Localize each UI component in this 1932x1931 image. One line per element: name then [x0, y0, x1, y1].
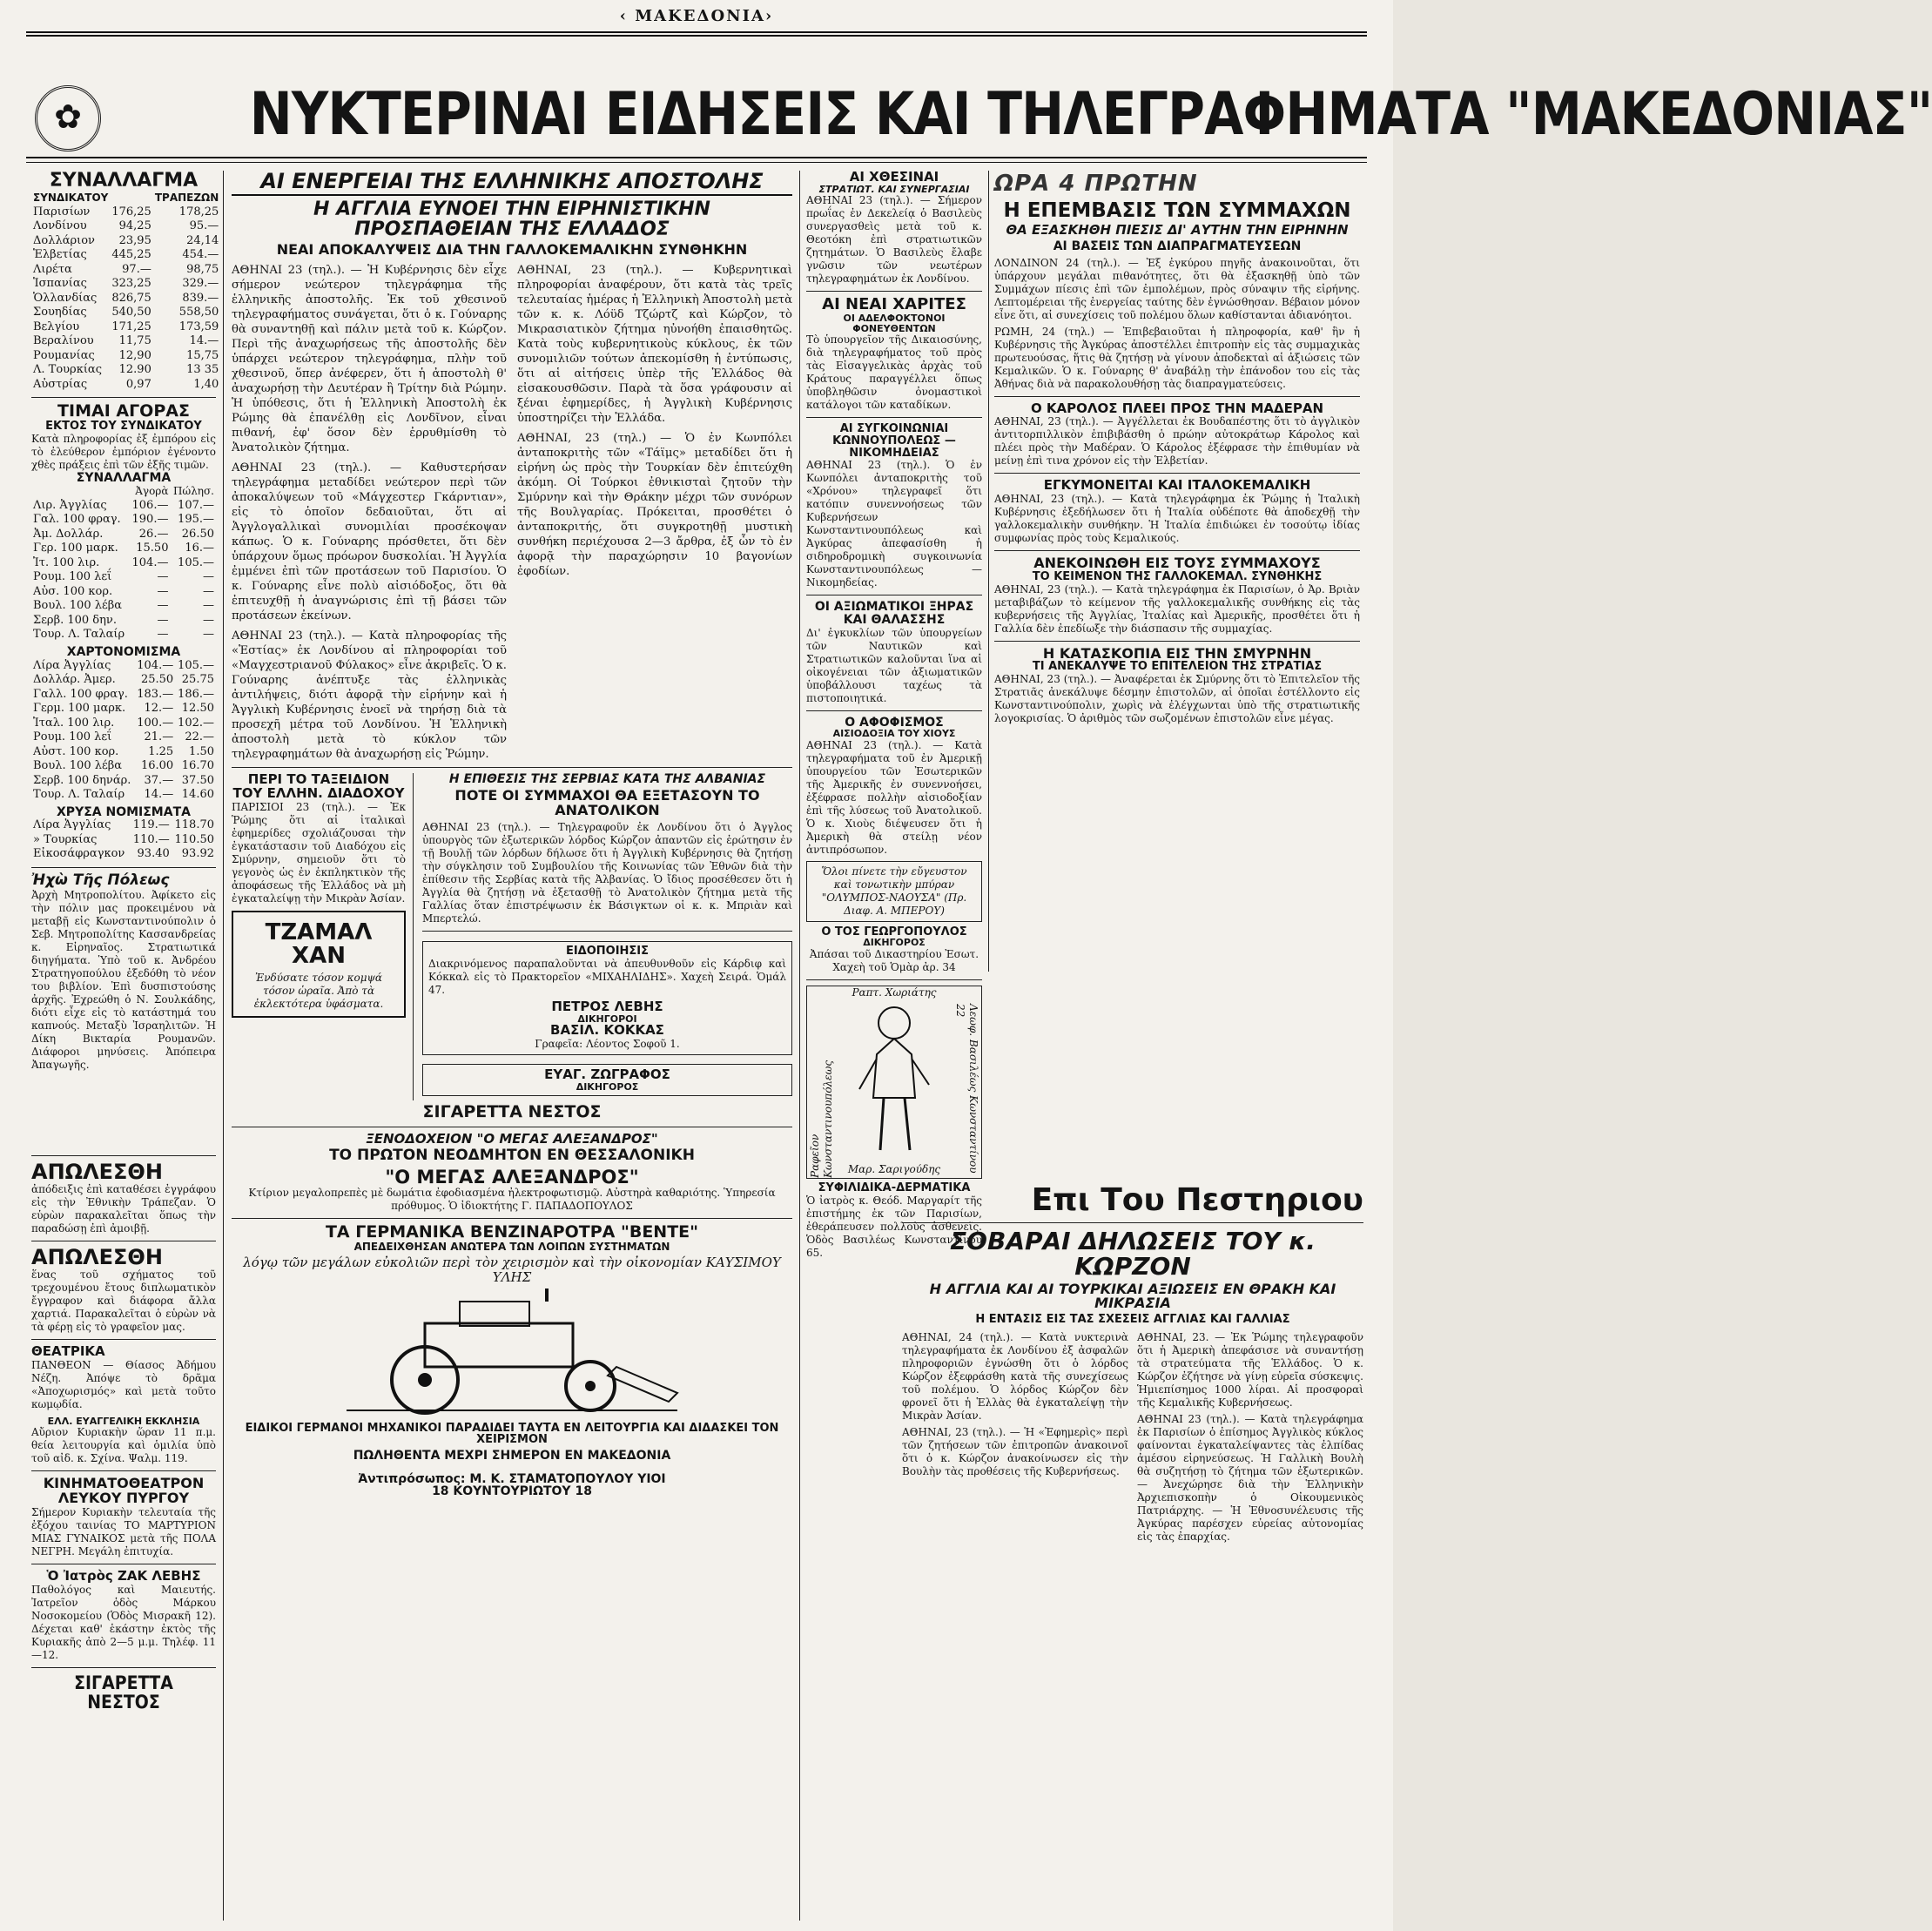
latest-headline: Η ΕΠΕΜΒΑΣΙΣ ΤΩΝ ΣΥΜΜΑΧΩΝ [1003, 199, 1351, 222]
table-row [31, 542, 216, 556]
table-cell: 183.— [137, 687, 174, 701]
major-text: ΑΘΗΝΑΙ, 23 (τηλ.). — Ἡ «Ἐφημερὶς» περὶ τῶν ζητήσεων τῶν ἐπιτροπῶν ἀνακοινοῖ ὅτι ὁ κ. Κώρζον ἀνακοίνωσεν εἰς τὴν Βουλὴν τὰς προθέσεις τῆς Κυβερνήσεως. [902, 1425, 1128, 1477]
table-cell: Εἰκοσάφραγκον [33, 847, 125, 861]
paper-title: ΧΑΡΤΟΝΟΜΙΣΜΑ [66, 644, 181, 659]
table-cell: 13 35 [186, 363, 219, 377]
table-cell: — [157, 570, 169, 584]
table-row [31, 277, 220, 292]
table-cell: 25.50 [140, 673, 174, 687]
table-cell: Βουλ. 100 λέβα [33, 599, 123, 613]
table-row [31, 628, 216, 643]
lawyer-box [422, 1064, 792, 1096]
table-row [31, 234, 220, 249]
bente-text: ΕΙΔΙΚΟΙ ΓΕΡΜΑΝΟΙ ΜΗΧΑΝΙΚΟΙ ΠΑΡΑΔΙΔΕΙ ΤΑΥΤΑ ΕΝ ΛΕΙΤΟΥΡΓΙΑ ΚΑΙ ΔΙΔΑΣΚΕΙ ΤΟΝ ΧΕΙΡΙΣΜΟΝ [245, 1421, 779, 1447]
table-cell: 102.— [178, 716, 214, 730]
table-cell: 558,50 [178, 306, 219, 320]
table-cell: 826,75 [111, 291, 151, 305]
table-cell: Λ. Τουρκίας [33, 363, 102, 377]
lawyer-address: Γραφεῖα: Λέοντος Σοφοῦ 1. [535, 1038, 680, 1051]
table-cell: Δολλάριον [33, 233, 95, 247]
table-cell: 22.— [185, 730, 214, 744]
table-cell: 15,75 [186, 348, 219, 362]
lawyer-name: ΠΕΤΡΟΣ ΛΕΒΗΣ [551, 999, 663, 1015]
market-title: ΤΙΜΑΙ ΑΓΟΡΑΣ [57, 401, 190, 421]
table-cell: Ἱσπανίας [33, 277, 87, 291]
table-cell: 97.— [122, 262, 151, 276]
table-cell: 171,25 [111, 320, 151, 333]
table-row [31, 499, 216, 514]
doctor-title: Ὁ Ἰατρὸς ΖΑΚ ΛΕΒΗΣ [46, 1567, 201, 1584]
table-row [31, 306, 220, 320]
table-row [31, 320, 220, 335]
table-cell: — [157, 613, 169, 627]
table-cell: 98,75 [186, 262, 219, 276]
brief-text: ΑΘΗΝΑΙ 23 (τηλ.). — Σήμερον πρωΐας ἐν Δεκελείᾳ ὁ Βασιλεὺς συνεργασθεὶς μετὰ τοῦ κ. Θεοτόκη ἐπὶ στρατιωτικῶν ζητημάτων. Ὁ Βασιλεὺς ἔλαβε γνῶσιν τῶν νεωτέρων τηλεγραφημάτων ἐκ Λονδίνου. [806, 194, 982, 286]
article-para: ΑΘΗΝΑΙ 23 (τηλ.). — Ἡ Κυβέρνησις δὲν εἶχε σήμερον νεώτερον τηλεγράφημα τῆς ἑλληνικῆς ἀποστολῆς. Ἐκ τοῦ χθεσινοῦ τηλεγραφήματος συνάγεται, ὅτι ὁ κ. Γούναρης θὰ συναντηθῇ καὶ πάλιν μετὰ τοῦ κ. Κώρζον. Περὶ τῆς ἀναχωρήσεως τῆς ἀποστολῆς δὲν ὑπάρχει νεώτερον τηλεγράφημα, πλὴν τοῦ χθεσινοῦ, ὅπερ ἀνέφερεν, ὅτι ἡ ἀποστολὴ θ' ἀναχωρήσῃ τὴν Δευτέραν ἢ Τρίτην διὰ Ρώμην. Ἡ ὑπόθεσις, ὅτι ἡ Ἑλληνικὴ Ἀποστολὴ ἐκ Ρώμης θὰ ἐπανέλθῃ εἰς Λονδῖνον, εἶναι πιθανή, ἐφ' ὅσον δὲν ἐρρυθμίσθη τὸ Ἀνατολικὸν ζήτημα. [232, 264, 507, 455]
derm-head: ΣΥΦΙΛΙΔΙΚΑ-ΔΕΡΜΑΤΙΚΑ [818, 1181, 971, 1194]
bente-agent: Ἀντιπρόσωπος: Μ. Κ. ΣΤΑΜΑΤΟΠΟΥΛΟΥ ΥΙΟΙ [358, 1471, 666, 1486]
table-cell: 186.— [178, 687, 214, 701]
table-cell: 190.— [131, 513, 169, 527]
hotel-text: Κτίριον μεγαλοπρεπὲς μὲ δωμάτια ἐφοδιασμένα ἠλεκτροφωτισμῷ. Αὐστηρὰ καθαριότης. Ὑπηρεσία πρόθυμος. Ὁ ἰδιοκτήτης Γ. ΠΑΠΑΔΟΠΟΥΛΟΣ [248, 1187, 776, 1213]
table-cell: Τουρ. Λ. Ταλαίρ [33, 788, 125, 802]
serbia-head: ΠΟΤΕ ΟΙ ΣΥΜΜΑΧΟΙ ΘΑ ΕΞΕΤΑΣΟΥΝ ΤΟ ΑΝΑΤΟΛΙΚΟΝ [454, 786, 760, 818]
lawyer-ad-text: Ἀπάσαι τοῦ Δικαστηρίου Ἐσωτ. Χαχεὴ τοῦ Ὁμὰρ ἀρ. 34 [809, 948, 979, 973]
table-header [31, 484, 216, 499]
lost-ad-title: ΑΠΩΛΕΣΘΗ [31, 1244, 163, 1269]
table-cell: 26.— [138, 527, 169, 541]
notice-title: ΕΙΔΟΠΟΙΗΣΙΣ [565, 945, 650, 959]
column-divider [223, 171, 224, 1921]
table-cell: 12.— [144, 702, 174, 716]
table-cell: Σερβ. 100 δηνάρ. [33, 773, 131, 787]
latest-sub2: ΑΙ ΒΑΣΕΙΣ ΤΩΝ ΔΙΑΠΡΑΓΜΑΤΕΥΣΕΩΝ [1053, 239, 1302, 253]
table-cell: Τουρ. Λ. Ταλαίρ [33, 628, 125, 642]
church-title: ΕΛΛ. ΕΥΑΓΓΕΛΙΚΗ ΕΚΚΛΗΣΙΑ [47, 1415, 200, 1427]
table-cell: 16.70 [181, 759, 214, 773]
major-head: ΣΟΒΑΡΑΙ ΔΗΛΩΣΕΙΣ ΤΟΥ κ. ΚΩΡΖΟΝ [950, 1226, 1316, 1282]
table-cell: Δολλάρ. Ἀμερ. [33, 673, 116, 687]
table-cell: 16.— [185, 542, 214, 555]
exchange-table [31, 191, 220, 392]
spy-head: Η ΚΑΤΑΣΚΟΠΙΑ ΕΙΣ ΤΗΝ ΣΜΥΡΝΗΝ [1042, 644, 1312, 662]
hotel-name: "Ο ΜΕΓΑΣ ΑΛΕΞΑΝΔΡΟΣ" [385, 1166, 639, 1188]
table-cell: 540,50 [111, 306, 151, 320]
table-cell: Βελγίου [33, 320, 80, 333]
table-cell: — [203, 570, 214, 584]
notice-box [422, 941, 792, 1055]
table-cell: 118.70 [174, 818, 214, 832]
table-row [31, 513, 216, 528]
travel-text: ΠΑΡΙΣΙΟΙ 23 (τηλ.). — Ἐκ Ῥώμης ὅτι αἱ ἰταλικαὶ ἐφημερίδες σχολιάζουσαι τὴν ἐγκατάστασιν τοῦ Διαδόχου εἰς Σμύρνην, σημειοῦν ὅτι τὸ γεγονὸς ὡς ἐν ἐκπληκτικὸν τῆς ἀποφάσεως τῆς Ἑλλάδος νὰ μὴ ἐγκαταλείψῃ τὴν Μικρὰν Ἀσίαν. [232, 800, 406, 905]
masthead-rule [26, 35, 1367, 37]
table-cell: 0,97 [125, 377, 151, 391]
table-cell: 195.— [178, 513, 214, 527]
major-sub2: Η ΕΝΤΑΣΙΣ ΕΙΣ ΤΑΣ ΣΧΕΣΕΙΣ ΑΓΓΛΙΑΣ ΚΑΙ ΓΑΛΛΙΑΣ [975, 1313, 1290, 1327]
table-cell: 454.— [182, 248, 219, 262]
serbia-kicker: Η ΕΠΙΘΕΣΙΣ ΤΗΣ ΣΕΡΒΙΑΣ ΚΑΤΑ ΤΗΣ ΑΛΒΑΝΙΑΣ [448, 772, 766, 787]
header-cell: ΤΡΑΠΕΖΩΝ [154, 192, 219, 205]
table-cell: Ἰτ. 100 λιρ. [33, 555, 100, 569]
table-cell: 173,59 [178, 320, 219, 333]
table-row [31, 334, 220, 349]
brief-kicker: ΣΤΡΑΤΙΩΤ. ΚΑΙ ΣΥΝΕΡΓΑΣΙΑΙ [818, 183, 970, 195]
table-cell: 839.— [182, 291, 219, 305]
table-cell: 23,95 [118, 233, 151, 247]
table-cell: 105.— [178, 658, 214, 672]
table-cell: — [203, 628, 214, 642]
bente-sub: ΑΠΕΔΕΙΧΘΗΣΑΝ ΑΝΩΤΕΡΑ ΤΩΝ ΛΟΙΠΩΝ ΣΥΣΤΗΜΑΤΩΝ [353, 1240, 670, 1253]
column-financial [31, 170, 219, 1712]
table-row [31, 248, 220, 263]
lawyer-name: ΕΥΑΓ. ΖΩΓΡΑΦΟΣ [544, 1066, 670, 1083]
main-kicker: ΑΙ ΕΝΕΡΓΕΙΑΙ ΤΗΣ ΕΛΛΗΝΙΚΗΣ ΑΠΟΣΤΟΛΗΣ [232, 171, 792, 196]
table-row [31, 774, 216, 789]
lawyer-ad: Ο ΤΟΣ ΓΕΩΡΓΟΠΟΥΛΟΣ [821, 925, 967, 939]
major-text: ΑΘΗΝΑΙ, 23. — Ἐκ Ῥώμης τηλεγραφοῦν ὅτι ἡ Ἀμερικὴ ἀπεφάσισε νὰ συναντήσῃ τὰ στρατεύματα τῆς Ἑλλάδος. Ὁ κ. Κώρζον ἐζήτησε νὰ γίνῃ εὐρεῖα σύσκεψις. Ἡμιεπίσημος 1000 λίραι. Αἱ προσφοραὶ τῆς Κεμαλικῆς Κυβερνήσεως. [1137, 1330, 1363, 1409]
lost-ad-text: ἀπόδειξις ἐπὶ καταθέσει ἐγγράφου εἰς τὴν Ἐθνικὴν Τράπεζαν. Ὁ εὑρὼν παρακαλεῖται ὅπως τὴν παραδώσῃ ἐπὶ ἀμοιβῇ. [31, 1182, 216, 1235]
bente-sold: ΠΩΛΗΘΕΝΤΑ ΜΕΧΡΙ ΣΗΜΕΡΟΝ ΕΝ ΜΑΚΕΔΟΝΙΑ [353, 1448, 671, 1463]
gold-title: ΧΡΥΣΑ ΝΟΜΙΣΜΑΤΑ [57, 804, 191, 819]
serbia-text: ΑΘΗΝΑΙ 23 (τηλ.). — Τηλεγραφοῦν ἐκ Λονδίνου ὅτι ὁ Ἀγγλος ὑπουργὸς τῶν ἐξωτερικῶν λόρδος Κώρζον ἀπαντῶν εἰς ἐρώτησιν ἐν τῇ Βουλῇ τῶν λόρδων δήλωσε ὅτι ἡ Ἀγγλικὴ Κυβέρνησις θὰ ζητήσῃ τὴν σύγκλησιν τοῦ Συμβουλίου τῆς Κοινωνίας τῶν Ἐθνῶν διὰ τὴν ἐπίθεσιν τῆς Σερβίας κατὰ τῆς Ἀλβανίας. Ὁ ἴδιος προσέθεσεν ὅτι ἡ Ἀγγλία θὰ ζητήσῃ νὰ ἐξετασθῇ τὸ Ἀνατολικὸν ζήτημα μετὰ τῆς Γαλλίας ὅταν ἐπιστρέψωσιν ἐκ Βάσιγκτων οἱ κ. κ. Μπριὰν καὶ Μπερτελώ. [422, 821, 792, 925]
table-cell: Γαλλ. 100 φραγ. [33, 687, 128, 701]
officers-text: Δι' ἐγκυκλίων τῶν ὑπουργείων τῶν Ναυτικῶν καὶ Στρατιωτικῶν καλοῦνται ἵνα αἱ οἰκογένειαι τῶν ἀξιωματικῶν ὑποβάλλουσι ταχέως τὰ πιστοποιητικά. [806, 626, 982, 704]
banner-rule [26, 162, 1367, 163]
table-cell: 25.75 [181, 673, 214, 687]
lawyer-name: ΒΑΣΙΛ. ΚΟΚΚΑΣ [550, 1022, 664, 1039]
table-cell: 12,90 [118, 348, 151, 362]
table-row [31, 599, 216, 614]
table-header [31, 191, 220, 205]
cinema-text: Σήμερον Κυριακὴν τελευταία τῆς ἐξόχου ταινίας ΤΟ ΜΑΡΤΥΡΙΟΝ ΜΙΑΣ ΓΥΝΑΙΚΟΣ μετὰ τῆς ΠΟΛΑ ΝΕΓΡΗ. Μεγάλη ἐπιτυχία. [31, 1505, 216, 1558]
table-cell: 12.50 [181, 702, 214, 716]
comm-head: ΑΙ ΣΥΓΚΟΙΝΩΝΙΑΙ ΚΩΝΝΟΥΠΟΛΕΩΣ — ΝΙΚΟΜΗΔΕΙΑΣ [832, 422, 956, 460]
article-para: ΑΘΗΝΑΙ 23 (τηλ.). — Καθυστερήσαν τηλεγράφημα μεταδίδει νεώτερον περὶ τῶν ἀποκαλύψεων τοῦ «Μάγχεστερ Γκάρντιαν», εἰς τὸ ὁποῖον δεδαιοῦται, ὅτι αἱ Ἀγγλογαλλικαὶ συνομιλίαι προσέκοψαν κάπως. Ὁ κ. Γούναρης πρόσθετει, ὅτι δὲν ὑπάρχουν ὅμως πρόωρον δυσκολίαι. Ἡ Ἀγγλία ἐμμένει ἐπὶ τῶν προτάσεων τοῦ Παρισίου. Ὁ κ. Γούναρης εἶνε πολὺ αἰσιόδοξος, ὅτι θὰ ἐπιτευχθῇ ἡ ἀναγνώρισις ἐπὶ τῇ βάσει τῶν προτάσεων ἐκείνων. [232, 461, 507, 623]
doctor-text: Παθολόγος καὶ Μαιευτής. Ἰατρεῖον ὁδὸς Μάρκου Νοσοκομείου (Ὁδὸς Μισρακῆ 12). Δέχεται καθ' ἑκάστην ἐκτὸς τῆς Κυριακῆς ἀπὸ 2—5 μ.μ. Τηλέφ. 11—12. [31, 1583, 216, 1661]
table-cell: Λιρέτα [33, 262, 72, 276]
parliament-title: Επι Του Πεστηριου [1031, 1182, 1363, 1218]
tailor-illustration-box [806, 986, 982, 1179]
table-cell: Παρισίων [33, 205, 91, 219]
table-row [31, 585, 216, 600]
header-cell: Ἀγορὰ [135, 485, 169, 498]
article-para: ΑΘΗΝΑΙ, 23 (τηλ.) — Ὁ ἐν Κωνπόλει ἀνταποκριτὴς τῶν «Τάϊμς» μεταδίδει ὅτι ἡ εἰρήνη ὡς πρὸς τὴν Τουρκίαν δὲν ἐπιτεύχθη ἀκόμη. Οἱ Τούρκοι ἐθνικισταὶ ζητοῦν τὴν Σμύρνην καὶ τὴν Θράκην μέχρι τῶν συνόρων τῆς Βουλγαρίας. Πρόκειται, προσθέτει ὁ ἀνταποκριτής, ὅτι συγκροτηθῇ μυστικὴ συνθήκη περιέχουσα 2—3 ἄρθρα, ἐξ ὧν τὸ ἐν ἀφορᾷ τὴν παραχώρησιν 10 βαγονίων ἐφοδίων. [517, 432, 792, 579]
major-sub: Η ΑΓΓΛΙΑ ΚΑΙ ΑΙ ΤΟΥΡΚΙΚΑΙ ΑΞΙΩΣΕΙΣ ΕΝ ΘΡΑΚΗ ΚΑΙ ΜΙΚΡΑΣΙΑ [929, 1280, 1336, 1312]
table-row [31, 659, 216, 674]
table-cell: 24,14 [186, 233, 219, 247]
spy-sub: ΤΙ ΑΝΕΚΑΛΥΨΕ ΤΟ ΕΠΙΤΕΛΕΙΟΝ ΤΗΣ ΣΤΡΑΤΙΑΣ [1032, 660, 1323, 674]
fx-table [31, 484, 216, 643]
table-cell: 14.60 [181, 788, 214, 802]
header-cell: ΣΥΝΔΙΚΑΤΟΥ [33, 192, 109, 205]
church-text: Αὔριον Κυριακὴν ὥραν 11 π.μ. θεία λειτουργία καὶ ὁμιλία ὑπὸ τοῦ αἰδ. κ. Σχίνα. Ψαλμ. 119. [31, 1426, 216, 1465]
table-cell: 15.50 [136, 542, 169, 555]
aphor-text: ΑΘΗΝΑΙ 23 (τηλ.). — Κατὰ τηλεγραφήματα τοῦ ἐν Ἀμερικῇ ὑπουργείου τῶν Ἐσωτερικῶν τῆς Ἀμερικῆς ἐν συνεννοήσει, ἐξέφρασε πολλὴν αἰσιοδοξίαν ἐπὶ τῆς λύσεως τοῦ Ἀνατολικοῦ. Ὁ κ. Χιοὺς διέψευσεν ὅτι ἡ Ἀμερικὴ θὰ στείλῃ νέον ἀντιπρόσωπον. [806, 738, 982, 856]
graces-text: Τὸ ὑπουργεῖον τῆς Δικαιοσύνης, διὰ τηλεγραφήματος τοῦ πρὸς τὰς Εἰσαγγελικὰς ἀρχὰς τοῦ Κράτους παραγγέλλει ὅπως ὑποβληθῶσιν ὀνομαστικοὶ κατάλογοι τῶν καταδίκων. [806, 333, 982, 412]
parliament-section [902, 1184, 1363, 1544]
table-row [31, 570, 216, 585]
table-cell: 110.— [132, 832, 170, 846]
table-cell: Αὐστ. 100 κορ. [33, 744, 119, 758]
table-cell: Σερβ. 100 δην. [33, 613, 117, 627]
column-latest [994, 171, 1360, 725]
major-text: ΑΘΗΝΑΙ 23 (τηλ.). — Κατὰ τηλεγράφημα ἐκ Παρισίων ὁ ἐπίσημος Ἀγγλικὸς κύκλος φαίνονται ἐγκαταλείψαντες τὰς ἐλπίδας ἀμέσου εἰρηνεύσεως. Ἡ Γαλλικὴ Βουλὴ θὰ συζητήσῃ τὸ ζήτημα τῶν ἐξωτερικῶν. — Ἀνεχώρησε διὰ τὴν Ἑλληνικὴν Ἀρχιεπισκοπὴν ὁ Οἰκουμενικὸς Πατριάρχης. — Ἡ Ἐθνοσυνέλευσις τῆς Ἀγκύρας παρέσχεν εὐρείας αὐτονομίας εἰς τὰς ἐπαρχίας. [1137, 1412, 1363, 1543]
tractor-illustration [329, 1288, 695, 1419]
table-cell: Ρουμ. 100 λεΐ [33, 570, 112, 584]
table-cell: 14.— [189, 334, 219, 348]
table-row [31, 818, 216, 833]
table-cell: 93.40 [137, 847, 170, 861]
main-subhead: ΝΕΑΙ ΑΠΟΚΑΛΥΨΕΙΣ ΔΙΑ ΤΗΝ ΓΑΛΛΟΚΕΜΑΛΙΚΗΝ ΣΥΝΘΗΚΗΝ [276, 241, 748, 259]
table-cell: 16.00 [140, 759, 174, 773]
table-row [31, 349, 220, 364]
lawyer-title: ΔΙΚΗΓΟΡΟΙ [577, 1013, 637, 1025]
table-cell: — [157, 628, 169, 642]
table-cell: 1.50 [189, 744, 214, 758]
column-divider [799, 171, 800, 1921]
table-cell: 37.— [144, 773, 174, 787]
table-row [31, 833, 216, 848]
tailor-text: Ἐνδύσατε τόσον κομψά τόσον ὡραῖα. Ἀπὸ τὰ ἐκλεκτότερα ὑφάσματα. [253, 972, 384, 1011]
tailor-bottom: Μαρ. Σαριγούδης [847, 1163, 941, 1175]
masthead-name: ‹ ΜΑΚΕΔΟΝΙΑ› [619, 7, 774, 25]
table-cell: Αὐσ. 100 κορ. [33, 584, 113, 598]
table-cell: Ρουμανίας [33, 348, 95, 362]
bente-slogan: λόγῳ τῶν μεγάλων εὐκολιῶν περὶ τὸν χειρισμὸν καὶ τὴν οἰκονομίαν ΚΑΥΣΙΜΟΥ ΥΛΗΣ [243, 1254, 781, 1285]
notice-text: Διακρινόμενος παραπαλοῦνται νὰ ἀπευθυνθοῦν εἰς Κάρδιφ καὶ Κόκκαλ εἰς τὸ Πρακτορεῖον «ΜΙΧΑΗΛΙΔΗΣ». Χαχεὴ Σειρά. Ὁμάλ 47. [428, 958, 786, 997]
table-cell: Γερμ. 100 μαρκ. [33, 702, 126, 716]
lawyer-title: ΔΙΚΗΓΟΡΟΣ [576, 1080, 639, 1093]
latest-stamp: ΩΡΑ 4 ΠΡΩΤΗΝ [994, 171, 1198, 197]
table-cell: Ρουμ. 100 λεΐ [33, 730, 112, 744]
table-cell: 11,75 [118, 334, 151, 348]
theatre-title: ΘΕΑΤΡΙΚΑ [31, 1342, 105, 1359]
latest-subhead: ΘΑ ΕΞΑΣΚΗΘΗ ΠΙΕΣΙΣ ΔΙ' ΑΥΤΗΝ ΤΗΝ ΕΙΡΗΝΗΝ [1006, 222, 1349, 239]
table-row [31, 788, 216, 803]
city-news: Ἀρχὴ Μητροπολίτου. Ἀφίκετο εἰς τὴν πόλιν μας προκειμένου νὰ μεταβῇ εἰς Κωνσταντινούπολιν ὁ Σεβ. Μητροπολίτης Κασσανδρείας κ. Εἰρηναῖος. Στρατιωτικά διηγήματα. Ὑπὸ τοῦ κ. Ἀνδρέου Στρατηγοπούλου ἐξεδόθη τὸ νέον του βιβλίον. Ἐπὶ δυσπιστούσης ἀρχῆς. Ἐχρεώθη ὁ Ν. Σουλκάδης, διότι εἶχε εἰς τὸ κατάστημά του καπνούς. Μεταξὺ Ἰσραηλιτῶν. Ἡ Δίκη Βικταρία Ρουμανῶν. Διάφοροι μηνύσεις. Ἀπόπειρα Ἀπαγωγῆς. [31, 888, 216, 1071]
table-row [31, 702, 216, 717]
table-cell: 26.50 [181, 527, 214, 541]
italy-head: ΕΓΚΥΜΟΝΕΙΤΑΙ ΚΑΙ ΙΤΑΛΟΚΕΜΑΛΙΚΗ [1043, 477, 1311, 494]
table-cell: Λιρ. Ἀγγλίας [33, 498, 107, 512]
table-cell: Βεραλίνου [33, 334, 94, 348]
table-cell: 21.— [144, 730, 174, 744]
table-cell: Λονδίνου [33, 219, 87, 233]
city-title: Ἠχὼ Τῆς Πόλεως [31, 871, 170, 889]
table-row [31, 688, 216, 703]
table-row [31, 219, 220, 234]
table-row [31, 847, 216, 862]
table-cell: 100.— [137, 716, 174, 730]
article-para: ΑΘΗΝΑΙ 23 (τηλ.). — Κατὰ πληροφορίας τῆς «Ἑστίας» ἐκ Λονδίνου αἱ πληροφορίαι τοῦ «Μαγχεστριανοῦ Φύλακος» εἶνε ἀκριβεῖς. Ὁ κ. Γούναρης ἀνέπτυξε τὰς ἑλληνικὰς ἀντιλήψεις, διότι ἀφορᾷ τὴν εἰρήνην καὶ ἡ Ἀγγλικὴ Κυβέρνησις ἐνοεῖ νὰ τηρήσῃ διὰ τὰ προσεχῆ μέτρα τοῦ Λονδίνου. Ἡ Ἑλληνικὴ ἀποστολὴ μετὰ τὸ κύκλον τῶν τηλεγραφημάτων θὰ ἀναχωρήσῃ εἰς Ῥώμην. [232, 629, 507, 762]
table-cell: 176,25 [111, 205, 151, 219]
lost-ad-text: ἕνας τοῦ σχήματος τοῦ τρεχουμένου ἔτους διπλωματικὸν ἔγγραφον καὶ διάφορα ἄλλα χαρτιά. Παρακαλεῖται ὁ εὑρὼν νὰ τὰ φέρῃ εἰς τὸ γραφεῖον μας. [31, 1268, 216, 1333]
table-cell: Ἰταλ. 100 λιρ. [33, 716, 115, 730]
table-cell: 37.50 [181, 773, 214, 787]
market-subtitle: ΕΚΤΟΣ ΤΟΥ ΣΥΝΔΙΚΑΤΟΥ [45, 420, 202, 434]
aphor-sub: ΑΙΣΙΟΔΟΞΙΑ ΤΟΥ ΧΙΟΥΣ [832, 728, 956, 740]
table-cell: Ἑλβετίας [33, 248, 87, 262]
table-cell: 445,25 [111, 248, 151, 262]
table-cell: 1,40 [193, 377, 219, 391]
cigarette-ad: ΣΙΓΑΡΕΤΤΑ ΝΕΣΤΟΣ [422, 1102, 602, 1122]
table-cell: Ὁλλανδίας [33, 291, 98, 305]
table-cell: 104.— [131, 555, 169, 569]
table-row [31, 614, 216, 629]
table-cell: Αὐστρίας [33, 377, 88, 391]
bente-head: ΤΑ ΓΕΡΜΑΝΙΚΑ ΒΕΝΖΙΝΑΡΟΤΡΑ "ΒΕΝΤΕ" [325, 1222, 699, 1242]
tailor-name: ΤΖΑΜΑΛ ΧΑΝ [265, 918, 373, 969]
exchange-title: ΣΥΝΑΛΛΑΓΜΑ [49, 170, 199, 192]
ornament-icon: ✿ [35, 85, 101, 151]
table-row [31, 673, 216, 688]
table-cell: 94,25 [118, 219, 151, 233]
article-para: ΑΘΗΝΑΙ, 23 (τηλ.). — Κυβερνητικαὶ πληροφορίαι ἀναφέρουν, ὅτι κατὰ τὰς τρεῖς τελευταίας ἡμέρας ἡ Ἑλληνικὴ Ἀποστολὴ μετὰ τῶν κ. κ. Λόϋδ Τζώρτζ καὶ Κώρζον, τὸ Μικρασιατικὸν ζήτημα ηὐνοήθη ἐπαισθητῶς. Κατὰ τοὺς κυβερνητικοὺς κύκλους, ἐκ τῶν συνομιλιῶν τούτων ἀπεκομίσθη ἡ ἐντύπωσις, ὅτι αἱ αἰτήσεις ὑπὲρ τῆς Ἑλλάδος θὰ εἰσακουσθῶσιν. Παρὰ τὰ ὅσα γράφουσιν αἱ ξέναι ἐφημερίδες, ἡ Ἀγγλικὴ Κυβέρνησις ὑποστηρίζει τὴν Ἑλλάδα. [517, 264, 792, 426]
table-cell: Σουηδίας [33, 306, 87, 320]
table-row [31, 292, 220, 306]
fx-title: ΣΥΝΑΛΛΑΓΜΑ [76, 470, 172, 485]
table-cell: 178,25 [178, 205, 219, 219]
bente-address: 18 ΚΟΥΝΤΟΥΡΙΩΤΟΥ 18 [432, 1484, 592, 1499]
table-cell: 105.— [178, 555, 214, 569]
table-cell: 106.— [131, 498, 169, 512]
comm-text: ΑΘΗΝΑΙ 23 (τηλ.). Ὁ ἐν Κωνπόλει ἀνταποκριτὴς τοῦ «Χρόνου» τηλεγραφεῖ ὅτι κατόπιν συνεννοήσεως τῶν Κυβερνήσεων Κωνσταντινουπόλεως καὶ Ἀγκύρας ἀπεφασίσθη ἡ σιδηροδρομικὴ συγκοινωνία Κωνσταντινουπόλεως — Νικομηδείας. [806, 459, 982, 589]
table-row [31, 528, 216, 542]
announce-sub: ΤΟ ΚΕΙΜΕΝΟΝ ΤΗΣ ΓΑΛΛΟΚΕΜΑΛ. ΣΥΝΘΗΚΗΣ [1032, 569, 1323, 583]
table-cell: — [203, 613, 214, 627]
table-cell: 95.— [189, 219, 219, 233]
hotel-head: ΤΟ ΠΡΩΤΟΝ ΝΕΟΔΜΗΤΟΝ ΕΝ ΘΕΣΣΑΛΟΝΙΚΗ [329, 1147, 695, 1165]
italy-text: ΑΘΗΝΑΙ, 23 (τηλ.). — Κατὰ τηλεγράφημα ἐκ Ῥώμης ἡ Ἰταλικὴ Κυβέρνησις ἐξεδήλωσεν ὅτι ἡ Ἰταλία οὐδέποτε θὰ ἀποδεχθῇ τὴν γαλλοκεμαλικὴν συνθήκην. Ἡ Ἰταλία ἐπιδιώκει ἐν τοσούτῳ ἰδίας συμφωνίας πρὸς τοὺς Κεμαλικούς. [994, 493, 1360, 545]
table-cell: 119.— [132, 818, 170, 832]
announce-head: ΑΝΕΚΟΙΝΩΘΗ ΕΙΣ ΤΟΥΣ ΣΥΜΜΑΧΟΥΣ [1033, 555, 1321, 572]
latest-text: ΛΟΝΔΙΝΟΝ 24 (τηλ.). — Ἐξ ἐγκύρου πηγῆς ἀνακοινοῦται, ὅτι ὑπάρχουν μεγάλαι πιθανότητες, ὅτι θὰ ἐξασκηθῇ ὑπὸ τῶν Συμμάχων πίεσις ἐπὶ τῶν ἐμπολέμων, πρὸς σύναψιν τῆς εἰρήνης. Λεπτομέρειαι τῆς ἐνεργείας ταύτης δὲν ἐγνώσθησαν. Βέβαιον μόνον εἶνε ὅτι, αἱ συνεχίσεις τοῦ πολέμου ὅλων καθίστανται ἀδιανόητοι. [994, 256, 1360, 321]
table-cell: 323,25 [111, 277, 151, 291]
table-cell: Γαλ. 100 φραγ. [33, 513, 121, 527]
table-row [31, 717, 216, 731]
table-row [31, 730, 216, 745]
banner-rule [26, 157, 1367, 158]
table-cell: Βουλ. 100 λέβα [33, 759, 123, 773]
hotel-sub: ΞΕΝΟΔΟΧΕΙΟΝ "Ο ΜΕΓΑΣ ΑΛΕΞΑΝΔΡΟΣ" [366, 1131, 658, 1147]
aphor-head: Ο ΑΦΟΦΙΣΜΟΣ [845, 715, 944, 730]
gentleman-illustration [842, 1002, 946, 1159]
market-intro: Κατὰ πληροφορίας ἐξ ἐμπόρου εἰς τὸ ἐλεύθερον ἐμπόριον ἐγένοντο χθὲς πράξεις ἐπὶ τῶν ἑξῆς τιμῶν. [31, 432, 216, 471]
beer-ad: Ὅλοι πίνετε τὴν εὔγευστον καὶ τονωτικὴν μπύραν "ΟΛΥΜΠΟΣ-ΝΑΟΥΣΑ" (Πρ. Διαφ. Α. ΜΠΕΡΟΥ) [806, 861, 982, 922]
table-row [31, 205, 220, 220]
karolos-text: ΑΘΗΝΑΙ, 23 (τηλ.). — Ἀγγέλλεται ἐκ Βουδαπέστης ὅτι τὸ ἀγγλικὸν ἀντιτορπιλλικὸν ἐπιβιβάσθη ὁ πρώην αὐτοκράτωρ Κάρολος καὶ πλέει πρὸς τὴν Μαδέραν. Ὁ Κάρολος ἐξέφρασε τὴν ἐπιθυμίαν νὰ μείνῃ ἐπὶ τινα χρόνον εἰς τὴν Ἑλβετίαν. [994, 415, 1360, 468]
table-cell: Λίρα Ἀγγλίας [33, 818, 111, 832]
table-cell: Γερ. 100 μαρκ. [33, 542, 118, 555]
table-cell: 107.— [178, 498, 214, 512]
brief-kicker: ΑΙ ΧΘΕΣΙΝΑΙ [849, 169, 939, 185]
gold-table [31, 818, 216, 862]
table-cell: 12.90 [118, 363, 151, 377]
table-row [31, 263, 220, 278]
derm-text: Ὁ ἰατρὸς κ. Θεόδ. Μαργαρίτ τῆς ἐπιστήμης ἐκ τῶν Παρισίων, ἐθεράπευσεν πολλοὺς ἀσθενεῖς. Ὁδὸς Βασιλέως Κωνσταντίνου 65. [806, 1194, 982, 1259]
header-cell: Πώλησ. [172, 485, 214, 498]
tailor-top: Ραπτ. Χωριάτης [852, 986, 937, 999]
column-main [232, 171, 792, 1498]
table-row [31, 556, 216, 571]
graces-sub: ΟΙ ΑΔΕΛΦΟΚΤΟΝΟΙ ΦΟΝΕΥΘΕΝΤΩΝ [843, 313, 946, 334]
officers-head: ΟΙ ΑΞΙΩΜΑΤΙΚΟΙ ΞΗΡΑΣ ΚΑΙ ΘΑΛΑΣΣΗΣ [814, 600, 974, 627]
announce-text: ΑΘΗΝΑΙ, 23 (τηλ.). — Κατὰ τηλεγράφημα ἐκ Παρισίων, ὁ Ἀρ. Βριὰν μεταβιβάζων τὸ κείμενον τῆς γαλλοκεμαλικῆς συνθήκης εἰς τὰς κυβερνήσεις τῆς Ἀγγλίας, Ἰταλίας καὶ Ἀμερικῆς, προσθέτει ὅτι ἡ Γαλλία δὲν ἐπεδίωξε τὴν διάσπασιν τῆς συμμαχίας. [994, 582, 1360, 635]
table-cell: — [203, 584, 214, 598]
table-cell: 1.25 [148, 744, 174, 758]
masthead-rule [26, 31, 1367, 33]
table-cell: 329.— [182, 277, 219, 291]
latest-text: ΡΩΜΗ, 24 (τηλ.) — Ἐπιβεβαιοῦται ἡ πληροφορία, καθ' ἣν ἡ Κυβέρνησις τῆς Ἀγκύρας ἀποστέλλει ἐπιτροπὴν εἰς τὰς συμμαχικὰς πρωτευούσας, ἥτις θὰ ζητήσῃ νὰ γίνουν ἀποδεκταὶ αἱ ἀξιώσεις τῶν Κεμαλικῶν. Ὁ κ. Γούναρης θ' ἀναβάλῃ τὴν ἐπάνοδον του εἰς τὰς Ἀθήνας διὰ νὰ παρακολουθήσῃ τὰς διαπραγματεύσεις. [994, 325, 1360, 390]
lost-ad-title: ΑΠΩΛΕΣΘΗ [31, 1159, 163, 1184]
travel-head: ΠΕΡΙ ΤΟ ΤΑΞΕΙΔΙΟΝ ΤΟΥ ΕΛΛΗΝ. ΔΙΑΔΟΧΟΥ [232, 771, 405, 801]
cigarette-ad: ΣΙΓΑΡΕΤΤΑ ΝΕΣΤΟΣ [74, 1672, 173, 1712]
major-text: ΑΘΗΝΑΙ, 24 (τηλ.). — Κατὰ νυκτερινὰ τηλεγραφήματα ἐκ Λονδίνου ἐξ ἀσφαλῶν πληροφοριῶν ἐγνώσθη ὅτι ὁ λόρδος Κώρζον ἐξεφράσθη κατὰ τῆς συνεχίσεως τοῦ πολέμου. Ὁ λόρδος Κώρζον δὲν φρονεῖ ὅτι ἡ Ἑλλὰς θὰ ἐγκαταλείψῃ τὴν Μικρὰν Ἀσίαν. [902, 1330, 1128, 1422]
table-cell: Λίρα Ἀγγλίας [33, 658, 111, 672]
column-divider [988, 171, 989, 972]
table-cell: 110.50 [174, 832, 214, 846]
spy-text: ΑΘΗΝΑΙ, 23 (τηλ.). — Ἀναφέρεται ἐκ Σμύρνης ὅτι τὸ Ἐπιτελεῖον τῆς Στρατιᾶς ἀνεκάλυψε δέσμην ἐπιστολῶν, αἱ ὁποῖαι ἐστέλλοντο εἰς Κωνσταντινούπολιν, χωρὶς νὰ ἐλέγχωνται ὑπὸ τῆς στρατιωτικῆς λογοκρισίας. Ὁ ἀριθμὸς τῶν σωζομένων ἐπιστολῶν εἶνε μέγας. [994, 672, 1360, 724]
table-row [31, 378, 220, 393]
table-cell: 14.— [144, 788, 174, 802]
table-cell: 93.92 [181, 847, 214, 861]
table-cell: 104.— [137, 658, 174, 672]
table-cell: — [157, 599, 169, 613]
paper-table [31, 659, 216, 803]
column-briefs [806, 171, 982, 1260]
tailor-address: Λεωφ. Βασιλέως Κωνσταντίνου 22 [954, 1004, 979, 1174]
graces-head: ΑΙ ΝΕΑΙ ΧΑΡΙΤΕΣ [822, 295, 966, 314]
lawyer-ad-title: ΔΙΚΗΓΟΡΟΣ [863, 937, 926, 949]
table-cell: » Τουρκίας [33, 832, 98, 846]
tailor-ad-box [232, 911, 406, 1019]
table-row [31, 363, 220, 378]
cinema-title: ΚΙΝΗΜΑΤΟΘΕΑΤΡΟΝ ΛΕΥΚΟΥ ΠΥΡΓΟΥ [43, 1475, 205, 1507]
karolos-head: Ο ΚΑΡΟΛΟΣ ΠΛΕΕΙ ΠΡΟΣ ΤΗΝ ΜΑΔΕΡΑΝ [1030, 400, 1324, 416]
table-cell: — [203, 599, 214, 613]
table-cell: Ἀμ. Δολλάρ. [33, 527, 104, 541]
table-row [31, 759, 216, 774]
table-cell: — [157, 584, 169, 598]
theatre-text: ΠΑΝΘΕΟΝ — Θίασος Ἀδήμου Νέζη. Ἀπόψε τὸ δρᾶμα «Ἀποχωρισμός» καὶ μετὰ τοῦτο κωμῳδία. [31, 1358, 216, 1410]
table-row [31, 745, 216, 760]
main-headline: Η ΑΓΓΛΙΑ ΕΥΝΟΕΙ ΤΗΝ ΕΙΡΗΝΙΣΤΙΚΗΝ ΠΡΟΣΠΑΘΕΙΑΝ ΤΗΣ ΕΛΛΑΔΟΣ [313, 198, 710, 241]
front-banner: ΝΥΚΤΕΡΙΝΑΙ ΕΙΔΗΣΕΙΣ ΚΑΙ ΤΗΛΕΓΡΑΦΗΜΑΤΑ "ΜΑΚΕΔΟΝΙΑΣ" [249, 80, 1932, 149]
tailor-caption: Ραφεῖον Κωνσταντινουπόλεως [809, 1060, 834, 1178]
